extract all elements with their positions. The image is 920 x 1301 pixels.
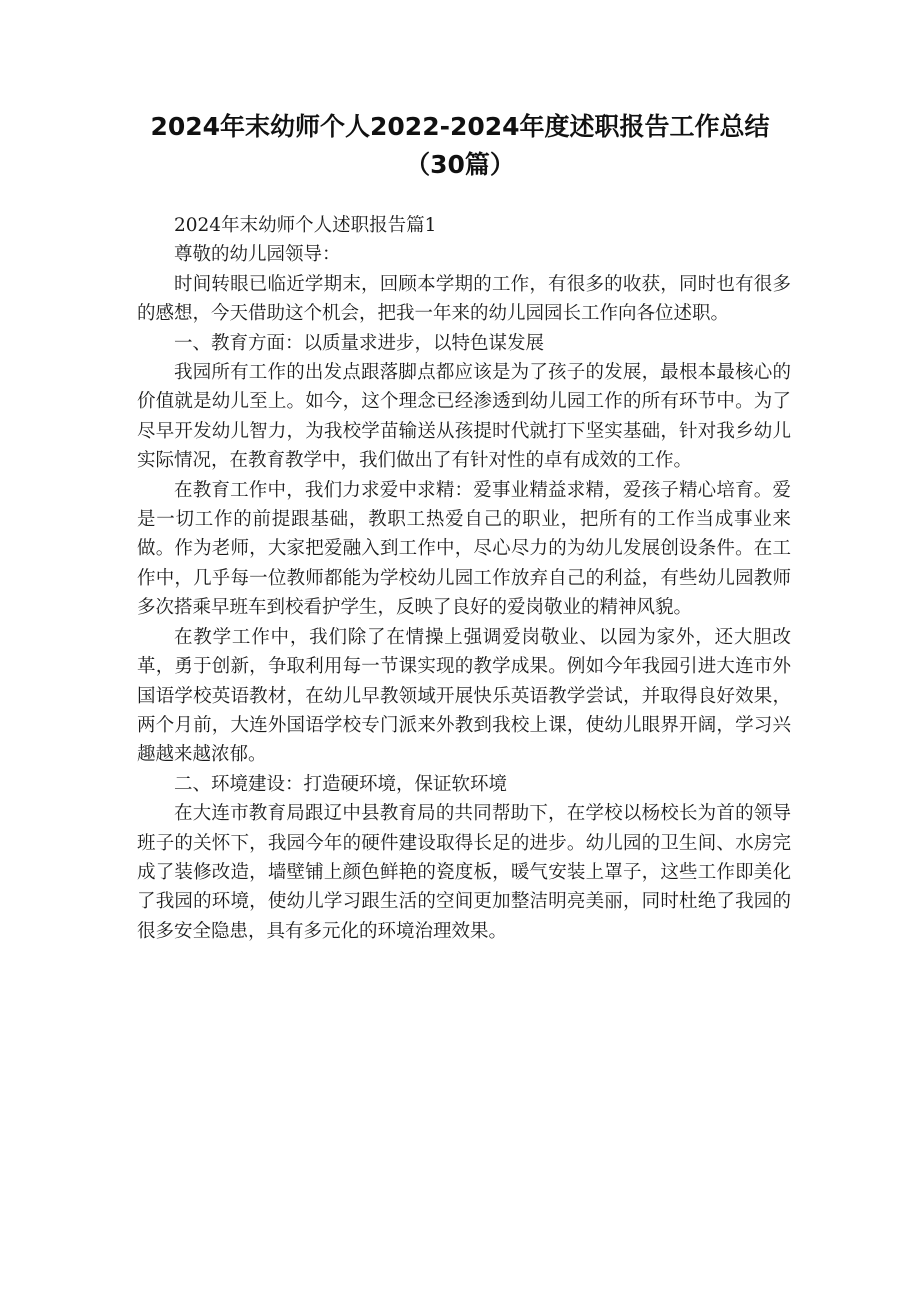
- body-paragraph: 在大连市教育局跟辽中县教育局的共同帮助下，在学校以杨校长为首的领导班子的关怀下，我园今年的硬件建设取得长足的进步。幼儿园的卫生间、水房完成了装修改造，墙壁铺上颜色鲜艳的瓷度板，暖气安装上罩子，这些工作即美化了我园的环境，使幼儿学习跟生活的空间更加整洁明亮美丽，同时杜绝了我园的很多安全隐患，具有多元化的环境治理效果。: [137, 803, 791, 942]
- body-paragraph: 我园所有工作的出发点跟落脚点都应该是为了孩子的发展，最根本最核心的价值就是幼儿至上。如今，这个理念已经渗透到幼儿园工作的所有环节中。为了尽早开发幼儿智力，为我校学苗输送从孩提时代就打下坚实基础，针对我乡幼儿实际情况，在教育教学中，我们做出了有针对性的卓有成效的工作。: [137, 362, 791, 472]
- salutation: 尊敬的幼儿园领导：: [174, 244, 341, 266]
- document-body: [137, 211, 791, 946]
- subsection-heading: 一、教育方面：以质量求进步，以特色谋发展: [174, 332, 545, 354]
- document-title: 2024年末幼师个人2022-2024年度述职报告工作总结（30篇）: [150, 112, 770, 179]
- body-paragraph: 在教学工作中，我们除了在情操上强调爱岗敬业、以园为家外，还大胆改革，勇于创新，争取利用每一节课实现的教学成果。例如今年我园引进大连市外国语学校英语教材，在幼儿早教领域开展快乐英语教学尝试，并取得良好效果，两个月前，大连外国语学校专门派来外教到我校上课，使幼儿眼界开阔，学习兴趣越来越浓郁。: [137, 626, 791, 766]
- body-paragraph: 时间转眼已临近学期末，回顾本学期的工作，有很多的收获，同时也有很多的感想，今天借助这个机会，把我一年来的幼儿园园长工作向各位述职。: [137, 273, 791, 325]
- section-heading-1: 2024年末幼师个人述职报告篇1: [174, 215, 437, 236]
- subsection-heading: 二、环境建设：打造硬环境，保证软环境: [174, 773, 508, 795]
- body-paragraph: 在教育工作中，我们力求爱中求精：爱事业精益求精，爱孩子精心培育。爱是一切工作的前提跟基础，教职工热爱自己的职业，把所有的工作当成事业来做。作为老师，大家把爱融入到工作中，尽心尽力的为幼儿发展创设条件。在工作中，几乎每一位教师都能为学校幼儿园工作放弃自己的利益，有些幼儿园教师多次搭乘早班车到校看护学生，反映了良好的爱岗敬业的精神风貌。: [137, 479, 791, 619]
